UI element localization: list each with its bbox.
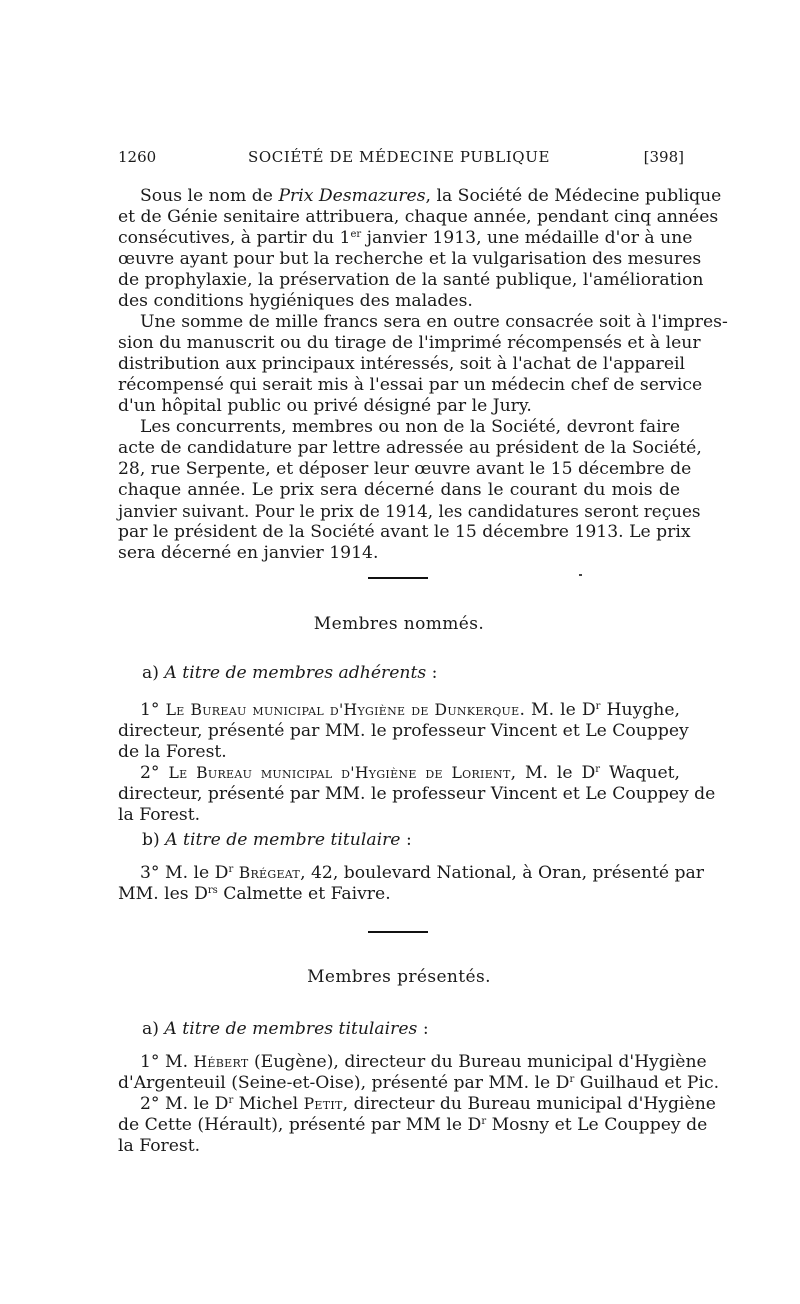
running-title: SOCIÉTÉ DE MÉDECINE PUBLIQUE [248,148,550,166]
list-item: 1° Le Bureau municipal d'Hygiène de Dunkerque. M. le $D^r$ Huyghe, [140,700,680,720]
section-heading: Membres nommés. [313,614,485,634]
text-line: de Cette (Hérault), présenté par MM le $D^r$ Mosny et Le Couppey de [118,1115,708,1135]
text-line: acte de candidature par lettre adressée au président de la Société, [118,438,702,458]
text-line: 28, rue Serpente, et déposer leur œuvre avant le 15 décembre de [118,459,692,479]
text-line: d'un hôpital public ou privé désigné par le Jury. [118,396,532,416]
separator-rule [368,931,428,933]
text-line: la Forest. [118,805,201,825]
text-line: œuvre ayant pour but la recherche et la vulgarisation des mesures [118,249,702,269]
separator-rule [368,577,428,579]
text-line: de prophylaxie, la préservation de la santé publique, l'amélioration [118,270,704,290]
text-line: janvier suivant. Pour le prix de 1914, les candidatures seront reçues [118,501,701,521]
members-presented-list [118,1052,720,1157]
text-line: distribution aux principaux intéressés, soit à l'achat de l'appareil [118,354,686,374]
subheading: a) A titre de membres adhérents : [142,663,438,683]
member-titulaire-item [118,863,705,905]
subheading-titulaire [118,830,680,851]
members-named-list [118,700,716,826]
text-line: d'Argenteuil (Seine-et-Oise), présenté par MM. le $D^r$ Guilhaud et Pic. [118,1073,720,1093]
text-line: directeur, présenté par MM. le professeur Vincent et Le Couppey de [118,784,716,804]
text-line: sera décerné en janvier 1914. [118,543,379,563]
text-line: par le président de la Société avant le 15 décembre 1913. Le prix [118,522,691,542]
subheading-adherents [118,663,680,684]
text-line: consécutives, à partir du 1er janvier 1913, une médaille d'or à une [118,228,693,248]
text-line: MM. les $D^{rs}$ Calmette et Faivre. [118,884,391,904]
list-item: 2° Le Bureau municipal d'Hygiène de Lorient, M. le $D^r$ Waquet, [140,763,680,783]
section-heading: Membres présentés. [307,967,491,987]
page-number: 1260 [118,148,157,166]
list-item: 2° M. le $D^r$ Michel Petit, directeur du Bureau municipal d'Hygiène [140,1094,716,1114]
print-speck [579,574,582,576]
subheading: b) A titre de membre titulaire : [142,830,412,850]
text-line: récompensé qui serait mis à l'essai par un médecin chef de service [118,375,703,395]
text-line: Les concurrents, membres ou non de la Société, devront faire [140,417,680,437]
text-line: directeur, présenté par MM. le professeur Vincent et Le Couppey [118,721,689,741]
text-line: chaque année. Le prix sera décerné dans le courant du mois de [118,480,680,500]
list-item: 1° M. Hébert (Eugène), directeur du Bureau municipal d'Hygiène [140,1052,707,1072]
text-line: des conditions hygiéniques des malades. [118,291,473,311]
text-line: la Forest. [118,1136,201,1156]
page-reference: [398] [643,148,684,166]
text-line: de la Forest. [118,742,227,762]
prize-paragraph [118,186,728,564]
text-line: et de Génie senitaire attribuera, chaque année, pendant cinq années [118,207,719,227]
page-header [118,148,684,170]
subheading-titulaires [118,1019,680,1040]
text-line: Sous le nom de Prix Desmazures, la Société de Médecine publique [140,186,722,206]
list-item: 3° M. le $D^r$ Brégeat, 42, boulevard National, à Oran, présenté par [140,863,705,883]
text-line: Une somme de mille francs sera en outre consacrée soit à l'impres- [140,312,728,332]
text-line: sion du manuscrit ou du tirage de l'imprimé récompensés et à leur [118,333,701,353]
subheading: a) A titre de membres titulaires : [142,1019,429,1039]
